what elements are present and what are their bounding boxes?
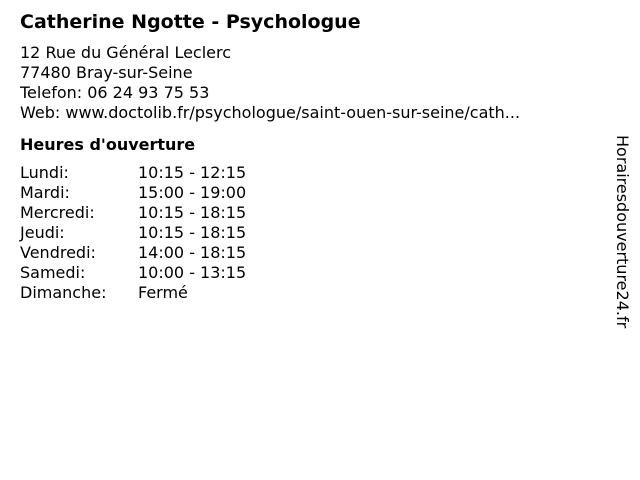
hours-row [20,223,600,243]
business-title: Catherine Ngotte - Psychologue [20,11,361,33]
opening-hours-table [20,163,600,303]
day-label: Mercredi: [20,203,95,222]
hours-row [20,183,600,203]
time-range: 10:00 - 13:15 [138,263,247,282]
day-label: Vendredi: [20,243,96,262]
address-line-1: 12 Rue du Général Leclerc [20,43,232,62]
address-line-2: 77480 Bray-sur-Seine [20,63,193,82]
hours-row [20,243,600,263]
phone-number: Telefon: 06 24 93 75 53 [20,83,210,102]
site-watermark: Horairesdouverture24.fr [613,135,632,329]
time-range: 15:00 - 19:00 [138,183,247,202]
hours-row [20,263,600,283]
time-range: 10:15 - 18:15 [138,203,247,222]
business-contact [20,43,600,123]
day-label: Dimanche: [20,283,107,302]
day-label: Samedi: [20,263,86,282]
time-range: 10:15 - 18:15 [138,223,247,242]
time-range: 14:00 - 18:15 [138,243,247,262]
business-card [20,10,600,303]
day-label: Lundi: [20,163,69,182]
time-range: Fermé [138,283,188,302]
opening-hours-heading: Heures d'ouverture [20,135,196,154]
time-range: 10:15 - 12:15 [138,163,247,182]
hours-row [20,203,600,223]
hours-row [20,163,600,183]
day-label: Jeudi: [20,223,65,242]
day-label: Mardi: [20,183,70,202]
website-link[interactable]: Web: www.doctolib.fr/psychologue/saint-ouen-sur-seine/cath... [20,103,521,122]
hours-row [20,283,600,303]
